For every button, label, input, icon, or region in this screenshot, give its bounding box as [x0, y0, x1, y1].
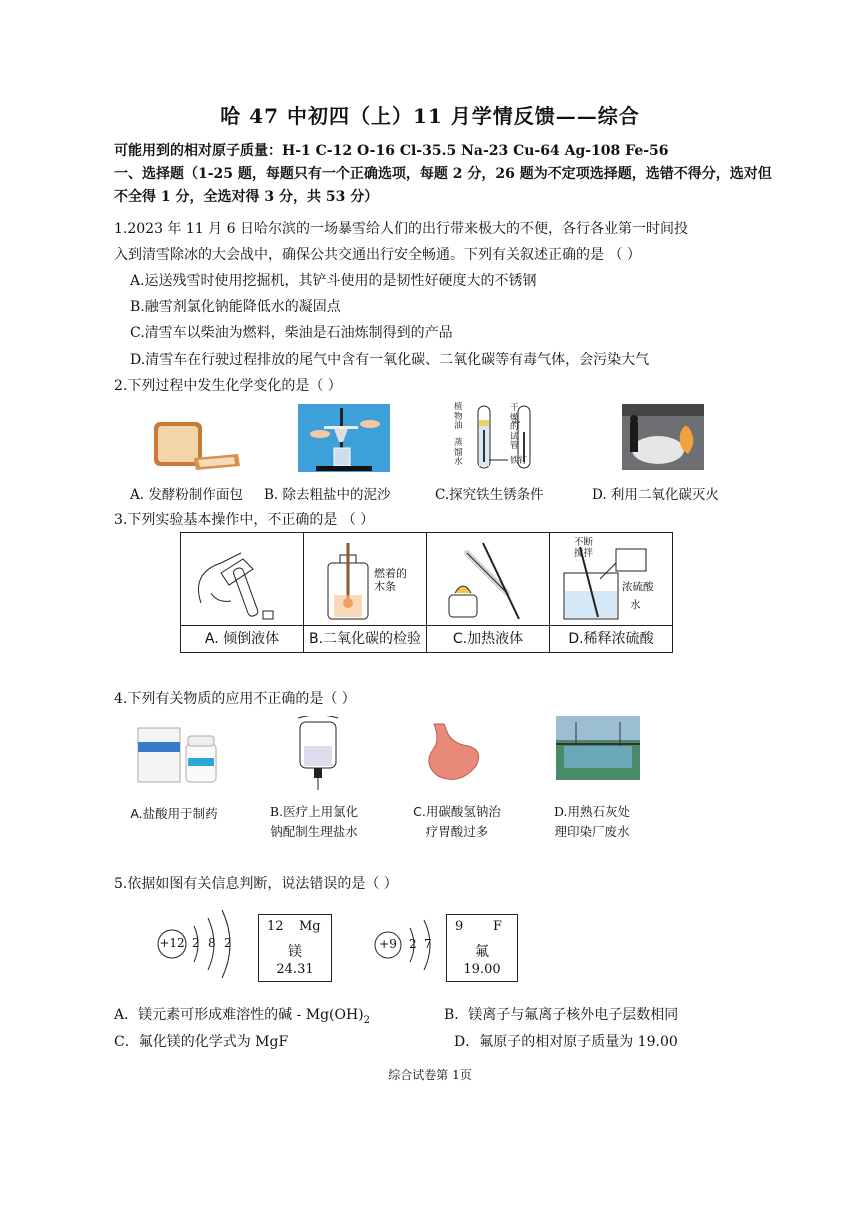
q5-option-b: B．镁离子与氟离子核外电子层数相同 — [444, 1007, 679, 1023]
wastewater-plant-image — [556, 716, 640, 780]
q4-stem: 4.下列有关物质的应用不正确的是（ ） — [114, 691, 356, 707]
co2-extinguisher-image — [622, 404, 704, 470]
q4-option-c-1: C.用碳酸氢钠治 — [413, 804, 501, 819]
q5-option-a-text: A．镁元素可形成难溶性的碱 - Mg(OH) — [114, 1007, 364, 1023]
f-mass: 19.00 — [463, 962, 501, 977]
q2-option-c: C.探究铁生锈条件 — [435, 487, 544, 503]
mg-shell-2: 8 — [208, 936, 216, 950]
q4-option-c-2: 疗胃酸过多 — [425, 824, 489, 839]
bread-image — [150, 414, 242, 476]
label-distilled-water: 蒸馏水 — [454, 438, 463, 467]
medicine-image — [136, 720, 222, 784]
q5-option-c: C．氟化镁的化学式为 MgF — [114, 1034, 289, 1050]
q5-option-a — [114, 1004, 370, 1032]
label-oil: 植物油 — [454, 402, 463, 431]
co2-test-image — [304, 533, 426, 625]
section-instructions-2: 不全得 1 分，全选对得 3 分，共 53 分） — [114, 189, 379, 205]
q1-stem-2: 入到清雪除冰的大会战中，确保公共交通出行安全畅通。下列有关叙述正确的是 （ ） — [114, 247, 641, 263]
mg-name: 镁 — [288, 944, 302, 960]
pour-liquid-image — [181, 533, 303, 625]
mg-atom-diagram — [152, 904, 252, 984]
page-footer: 综合试卷第 1页 — [388, 1068, 472, 1082]
q3-stem: 3.下列实验基本操作中，不正确的是 （ ） — [114, 512, 375, 528]
f-atom-diagram — [372, 910, 442, 980]
atomic-masses: 可能用到的相对原子质量：H-1 C-12 O-16 Cl-35.5 Na-23 Cu-64 Ag-108 Fe-56 — [114, 143, 669, 159]
q3-option-c: C.加热液体 — [452, 631, 524, 647]
q4-option-b-2: 钠配制生理盐水 — [270, 824, 358, 839]
dilute-acid-image — [550, 533, 672, 625]
q3-experiment-table — [180, 532, 673, 653]
q1-option-d: D.清雪车在行驶过程排放的尾气中含有一氧化碳、二氧化碳等有毒气体，会污染大气 — [130, 352, 650, 368]
q3-option-b: B.二氧化碳的检验 — [308, 631, 422, 647]
mg-symbol: Mg — [299, 919, 321, 934]
mg-shell-3: 2 — [224, 936, 232, 950]
mg-element-card — [258, 914, 332, 982]
q5-option-a-subscript: 2 — [363, 1014, 371, 1026]
label-dry-tube: 干燥的试管 — [510, 403, 519, 451]
mg-mass: 24.31 — [276, 962, 314, 977]
label-water: 水 — [630, 599, 641, 611]
q4-option-b-1: B.医疗上用氯化 — [269, 804, 359, 819]
f-symbol: F — [493, 919, 503, 934]
q4-option-a: A.盐酸用于制药 — [130, 806, 218, 821]
filtration-image — [298, 404, 390, 472]
stomach-image — [414, 720, 484, 782]
f-element-card — [446, 914, 518, 982]
page-title: 哈 47 中初四（上）11 月学情反馈——综合 — [220, 104, 640, 128]
q1-stem-1: 1.2023 年 11 月 6 日哈尔滨的一场暴雪给人们的出行带来极大的不便，各行各业第一时间投 — [114, 221, 688, 237]
q2-option-a: A. 发酵粉制作面包 — [130, 487, 243, 503]
f-atomic-number: 9 — [455, 919, 464, 934]
rust-experiment-image — [452, 402, 552, 476]
mg-nucleus: +12 — [159, 936, 185, 950]
iv-bag-image — [288, 716, 348, 790]
heat-liquid-image — [427, 533, 549, 625]
q3-option-a: A. 倾倒液体 — [204, 631, 280, 647]
q2-option-b: B. 除去粗盐中的泥沙 — [264, 487, 391, 503]
q4-option-d-1: D.用熟石灰处 — [553, 804, 631, 819]
label-conc-acid: 浓硫酸 — [622, 581, 654, 593]
q1-option-c: C.清雪车以柴油为燃料，柴油是石油炼制得到的产品 — [130, 325, 453, 341]
q1-option-b: B.融雪剂氯化钠能降低水的凝固点 — [130, 299, 341, 315]
mg-atomic-number: 12 — [267, 919, 284, 934]
f-shell-1: 2 — [409, 937, 417, 951]
q4-option-d-2: 理印染厂废水 — [554, 824, 630, 839]
mg-shell-1: 2 — [192, 936, 200, 950]
section-instructions-1: 一、选择题（1-25 题，每题只有一个正确选项，每题 2 分，26 题为不定项选择题，选错不得分，选对但 — [114, 166, 772, 182]
q1-option-a: A.运送残雪时使用挖掘机，其铲斗使用的是韧性好硬度大的不锈钢 — [130, 273, 537, 289]
label-stir: 不断搅拌 — [574, 537, 594, 559]
label-burning-splint: 燃着的木条 — [374, 567, 407, 593]
f-name: 氟 — [475, 944, 489, 960]
q5-stem: 5.依据如图有关信息判断，说法错误的是（ ） — [114, 876, 398, 892]
q2-option-d: D. 利用二氧化碳灭火 — [592, 487, 719, 503]
f-nucleus: +9 — [379, 937, 397, 951]
label-iron-nail: 铁钉 — [510, 456, 528, 466]
q5-option-d: D．氟原子的相对原子质量为 19.00 — [454, 1034, 678, 1050]
q2-stem: 2.下列过程中发生化学变化的是（ ） — [114, 378, 342, 394]
q3-option-d: D.稀释浓硫酸 — [568, 631, 654, 647]
f-shell-2: 7 — [424, 937, 432, 951]
